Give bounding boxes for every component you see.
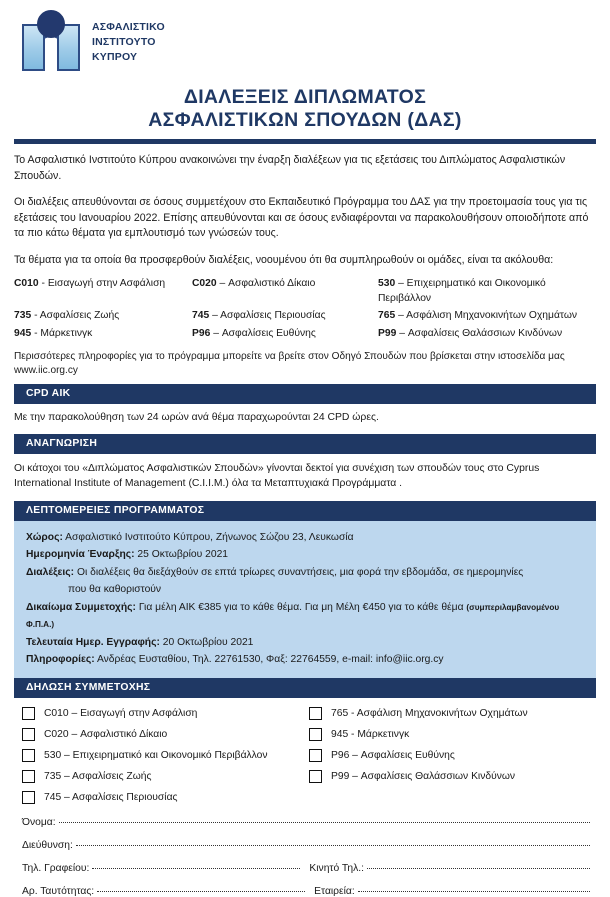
detail-row-info [26,651,584,669]
section-header-program-details: ΛΕΠΤΟΜΕΡΕΙΕΣ ΠΡΟΓΡΑΜΜΑΤΟΣ [14,501,596,521]
course-separator: - [41,278,45,289]
section-header-recognition: ΑΝΑΓΝΩΡΙΣΗ [14,434,596,454]
detail-value-lectures: Οι διαλέξεις θα διεξάχθούν σε επτά τρίωρες συναντήσεις, μια φορά την εβδομάδα, σε ημερομηνίες [76,566,524,578]
label-id-number: Αρ. Ταυτότητας: [22,885,95,897]
input-office-phone[interactable] [92,867,300,869]
detail-row-start-date [26,546,584,564]
checkbox-530[interactable] [22,749,35,762]
checkbox-label: 735 – Ασφαλίσεις Ζωής [44,770,152,782]
course-code: P96 [192,327,211,339]
detail-value-lectures-cont: που θα καθοριστούν [68,584,162,595]
course-checkbox-group [14,698,596,810]
detail-value-venue: Ασφαλιστικό Ινστιτούτο Κύπρου, Ζήνωνος Σώζου 23, Λευκωσία [65,531,354,543]
course-item [192,277,378,306]
more-info-text: Περισσότερες πληροφορίες για το πρόγραμμα μπορείτε να βρείτε στον Οδηγό Σπουδών που βρίσκεται στην ιστοσελίδα μας www.iic.org.cy [14,351,565,376]
title-line-2: ΑΣΦΑΛΙΣΤΙΚΩΝ ΣΠΟΥΔΩΝ (ΔΑΣ) [148,109,462,131]
intro-paragraph-2: Οι διαλέξεις απευθύνονται σε όσους συμμετέχουν στο Εκπαιδευτικό Πρόγραμμα του ΔΑΣ για την προετοιμασία τους για τις εξετάσεις του Ιανουαρίου 2022. Επίσης απευθύνονται και σε όσους ενδιαφέρονται να παρακολουθήσουν οποιοδήποτε από τα πιο κάτω θέματα για εμπλουτισμό των γνώσεών τους. [14,196,589,239]
input-address[interactable] [76,844,590,846]
checkbox-745[interactable] [22,791,35,804]
detail-value-fee-vat: (συμπεριλαμβανομένου Φ.Π.Α.) [26,602,560,629]
input-mobile-phone[interactable] [367,867,590,869]
detail-label-venue: Χώρος: [26,531,63,543]
checkbox-item[interactable] [22,791,309,804]
course-code: 735 [14,310,32,321]
checkbox-c020[interactable] [22,728,35,741]
checkbox-label: P96 – Ασφαλίσεις Ευθύνης [331,749,455,761]
course-separator: – [219,278,226,289]
course-code: 765 [378,310,396,321]
course-item [378,327,596,342]
checkbox-label: C010 – Εισαγωγή στην Ασφάλιση [44,707,198,719]
label-address: Διεύθυνση: [22,839,73,851]
label-mobile-phone: Κινητό Τηλ.: [309,862,365,874]
checkbox-735[interactable] [22,770,35,783]
checkbox-column-right [309,707,596,804]
section-header-declaration: ΔΗΛΩΣΗ ΣΥΜΜΕΤΟΧΗΣ [14,678,596,698]
checkbox-label: 745 – Ασφαλίσεις Περιουσίας [44,791,178,803]
checkbox-item[interactable] [22,707,309,720]
checkbox-item[interactable] [309,749,596,762]
checkbox-item[interactable] [22,749,309,762]
logo-line-1: ΑΣΦΑΛΙΣΤΙΚΟ [92,21,165,33]
label-name: Όνομα: [22,816,56,828]
checkbox-c010[interactable] [22,707,35,720]
course-title: Εισαγωγή στην Ασφάλιση [47,278,166,289]
course-separator: – [212,310,218,321]
checkbox-label: 765 - Ασφάλιση Μηχανοκινήτων Οχημάτων [331,707,528,719]
document-header [14,0,596,82]
course-code: 530 [378,278,396,289]
section-header-cpd: CPD AIK [14,384,596,404]
course-title: Ασφαλιστικό Δίκαιο [228,278,316,289]
course-title: Ασφάλιση Μηχανοκινήτων Οχημάτων [406,310,578,321]
checkbox-p99[interactable] [309,770,322,783]
checkbox-item[interactable] [309,728,596,741]
form-row-phones [22,863,590,874]
label-company: Εταιρεία: [314,885,355,897]
course-code: C020 [192,278,217,289]
input-name[interactable] [59,821,590,823]
course-item [14,309,192,324]
course-separator: – [398,310,404,321]
detail-label-lectures: Διαλέξεις: [26,566,75,578]
intro-paragraph-3: Τα θέματα για τα οποία θα προσφερθούν διαλέξεις, νοουμένου ότι θα συμπληρωθούν οι ομάδες, είναι τα ακόλουθα: [14,253,554,266]
detail-label-deadline: Τελευταία Ημερ. Εγγραφής: [26,636,160,648]
course-title: Επιχειρηματικό και Οικονομικό Περιβάλλον [378,278,546,304]
course-title: Ασφαλίσεις Ευθύνης [221,327,316,339]
detail-value-info: Ανδρέας Ευσταθίου, Τηλ. 22761530, Φαξ: 22764559, e-mail: info@iic.org.cy [96,654,444,665]
detail-row-fee [26,599,584,634]
detail-row-venue [26,529,584,547]
checkbox-label: 945 - Μάρκετινγκ [331,728,410,740]
checkbox-945[interactable] [309,728,322,741]
course-item [378,277,596,306]
course-item [192,309,378,324]
course-item [192,327,378,342]
section-body-cpd: Με την παρακολούθηση των 24 ωρών ανά θέμα παραχωρούνται 24 CPD ώρες. [14,412,379,423]
checkbox-label: 530 – Επιχειρηματικό και Οικονομικό Περιβάλλον [44,749,268,761]
detail-label-fee: Δικαίωμα Συμμετοχής: [26,601,136,613]
checkbox-765[interactable] [309,707,322,720]
course-item [14,327,192,342]
course-separator: – [213,327,219,339]
applicant-form-fields [14,810,596,897]
form-row-name [22,817,590,828]
title-divider [14,139,596,144]
course-separator: – [399,327,405,339]
form-row-address [22,840,590,851]
checkbox-column-left [22,707,309,804]
input-id-number[interactable] [97,890,305,892]
form-row-id-company [22,886,590,897]
checkbox-p96[interactable] [309,749,322,762]
course-title: Μάρκετινγκ [40,327,93,339]
course-item [14,277,192,306]
institute-logo-icon [20,8,82,74]
detail-value-fee: Για μέλη ΑΙΚ €385 για το κάθε θέμα. Για μη Μέλη €450 για το κάθε θέμα [138,601,464,613]
input-company[interactable] [358,890,590,892]
checkbox-item[interactable] [22,728,309,741]
title-line-1: ΔΙΑΛΕΞΕΙΣ ΔΙΠΛΩΜΑΤΟΣ [183,86,427,108]
intro-paragraph-1: Το Ασφαλιστικό Ινστιτούτο Κύπρου ανακοινώνει την έναρξη διαλέξεων για τις εξετάσεις του Διπλώματος Ασφαλιστικών Σπουδών. [14,154,566,182]
course-code: 945 [14,327,32,339]
section-body-recognition: Οι κάτοχοι του «Διπλώματος Ασφαλιστικών Σπουδών» γίνονται δεκτοί για συνέχιση των σπουδών τους στο Cyprus International Institute of Management (C.I.I.M.) όλα τα Μεταπτυχιακά Προγράμματα . [14,462,540,489]
checkbox-item[interactable] [309,770,596,783]
course-title: Ασφαλίσεις Περιουσίας [220,310,326,321]
checkbox-item[interactable] [309,707,596,720]
detail-value-start-date: 25 Οκτωβρίου 2021 [137,549,229,560]
course-code-list [14,277,596,341]
detail-row-lectures [26,564,584,599]
course-separator: - [34,310,38,321]
checkbox-label: P99 – Ασφαλίσεις Θαλάσσιων Κινδύνων [331,770,516,782]
course-title: Ασφαλίσεις Ζωής [39,310,120,321]
course-separator: - [34,327,38,339]
label-office-phone: Τηλ. Γραφείου: [22,862,90,874]
logo-line-3: ΚΥΠΡΟΥ [92,51,138,63]
detail-label-start-date: Ημερομηνία Έναρξης: [26,549,135,560]
detail-label-info: Πληροφορίες: [26,654,95,665]
checkbox-label: C020 – Ασφαλιστικό Δίκαιο [44,728,168,740]
course-code: 745 [192,310,210,321]
checkbox-item[interactable] [22,770,309,783]
course-code: C010 [14,278,39,289]
page-title [14,86,596,132]
course-separator: – [398,278,404,289]
detail-value-deadline: 20 Οκτωβρίου 2021 [162,636,254,648]
logo-line-2: ΙΝΣΤΙΤΟΥΤΟ [92,36,156,48]
course-title: Ασφαλίσεις Θαλάσσιων Κινδύνων [407,327,563,339]
detail-row-deadline [26,634,584,652]
course-code: P99 [378,327,397,339]
program-details-block [14,521,596,678]
institute-logo-text [92,20,165,65]
course-item [378,309,596,324]
